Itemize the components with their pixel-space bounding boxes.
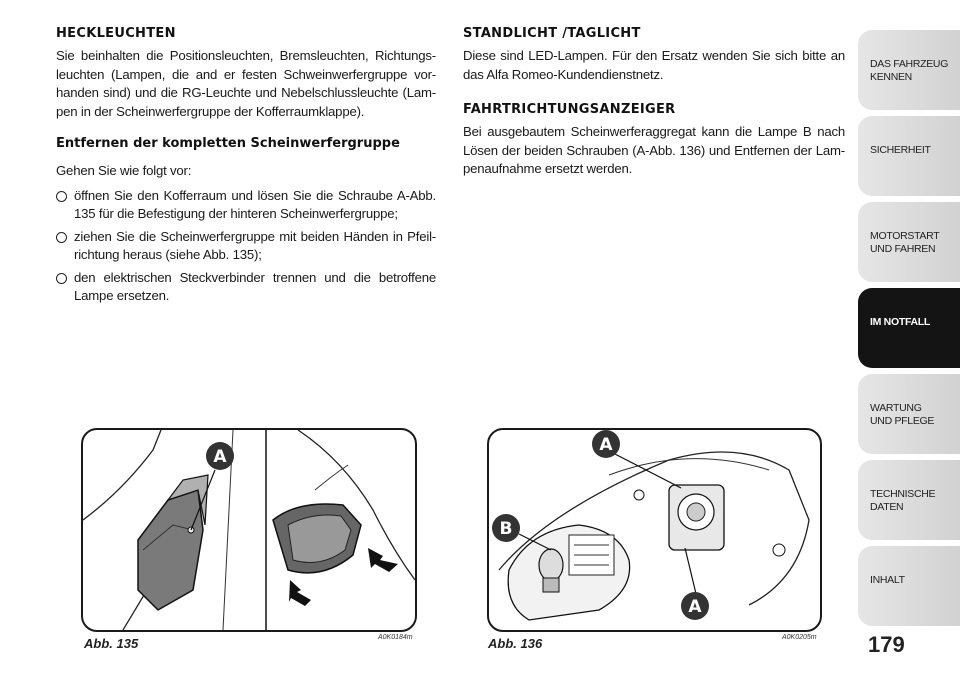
bullet-circle-icon (56, 232, 67, 243)
tab-motorstart-und-fahren[interactable]: MOTORSTART UND FAHREN (858, 202, 960, 282)
figure-135-illustration (83, 430, 415, 630)
section-heading-standlicht: STANDLICHT /TAGLICHT (463, 26, 641, 41)
heckleuchten-intro: Sie beinhalten die Positionsleuchten, Bremsleuchten, Richtungs-leuchten (Lampen, die and er festen Schweinwerfergruppe vor-handen sind) und die RG-Leuchte und Nebelschlussleuchte (Lam-pen in der Scheinwerfergruppe der Kofferraumklappe). (56, 48, 436, 119)
left-column (56, 26, 436, 310)
subheading-entfernen: Entfernen der kompletten Scheinwerfergruppe (56, 136, 400, 151)
label-a-bottom: A (688, 597, 702, 617)
chapter-tabs (858, 30, 960, 632)
label-a-top: A (599, 435, 613, 455)
right-column (463, 26, 845, 185)
figure-136 (487, 428, 822, 632)
figure-135-caption: Abb. 135 (84, 636, 139, 651)
fahrtrichtungsanzeiger-text: Bei ausgebautem Scheinwerferaggregat kann die Lampe B nach Lösen der beiden Schrauben (A-Abb. 136) und Entfernen der Lam-penaufnahme ersetzt werden. (463, 124, 845, 176)
bullet-circle-icon (56, 191, 67, 202)
tab-inhalt[interactable]: INHALT (858, 546, 960, 626)
tab-technische-daten[interactable]: TECHNISCHE DATEN (858, 460, 960, 540)
figure-136-caption: Abb. 136 (488, 636, 543, 651)
bullet-circle-icon (56, 273, 67, 284)
list-item: ziehen Sie die Scheinwerfergruppe mit beiden Händen in Pfeil-richtung heraus (siehe Abb. 135); (56, 228, 436, 265)
list-item: den elektrischen Steckverbinder trennen und die betroffene Lampe ersetzen. (56, 269, 436, 306)
standlicht-text: Diese sind LED-Lampen. Für den Ersatz wenden Sie sich bitte an das Alfa Romeo-Kundendienstnetz. (463, 48, 845, 82)
figure-136-code: A0K0205m (782, 634, 817, 641)
figure-136-illustration (489, 430, 820, 630)
steps-intro: Gehen Sie wie folgt vor: (56, 163, 192, 178)
page-number: 179 (868, 632, 905, 657)
section-heading-heckleuchten: HECKLEUCHTEN (56, 26, 176, 41)
figure-135 (81, 428, 417, 632)
figure-135-code: A0K0184m (378, 634, 413, 641)
list-item: öffnen Sie den Kofferraum und lösen Sie die Schraube A-Abb. 135 für die Befestigung der hinteren Scheinwerfergruppe; (56, 187, 436, 224)
steps-list (56, 187, 436, 306)
tab-das-fahrzeug-kennen[interactable]: DAS FAHRZEUG KENNEN (858, 30, 960, 110)
tab-sicherheit[interactable]: SICHERHEIT (858, 116, 960, 196)
tab-im-notfall[interactable]: IM NOTFALL (858, 288, 960, 368)
section-heading-fahrtrichtungsanzeiger: FAHRTRICHTUNGSANZEIGER (463, 102, 676, 117)
label-b: B (499, 519, 513, 539)
tab-wartung-und-pflege[interactable]: WARTUNG UND PFLEGE (858, 374, 960, 454)
label-a: A (213, 447, 227, 467)
